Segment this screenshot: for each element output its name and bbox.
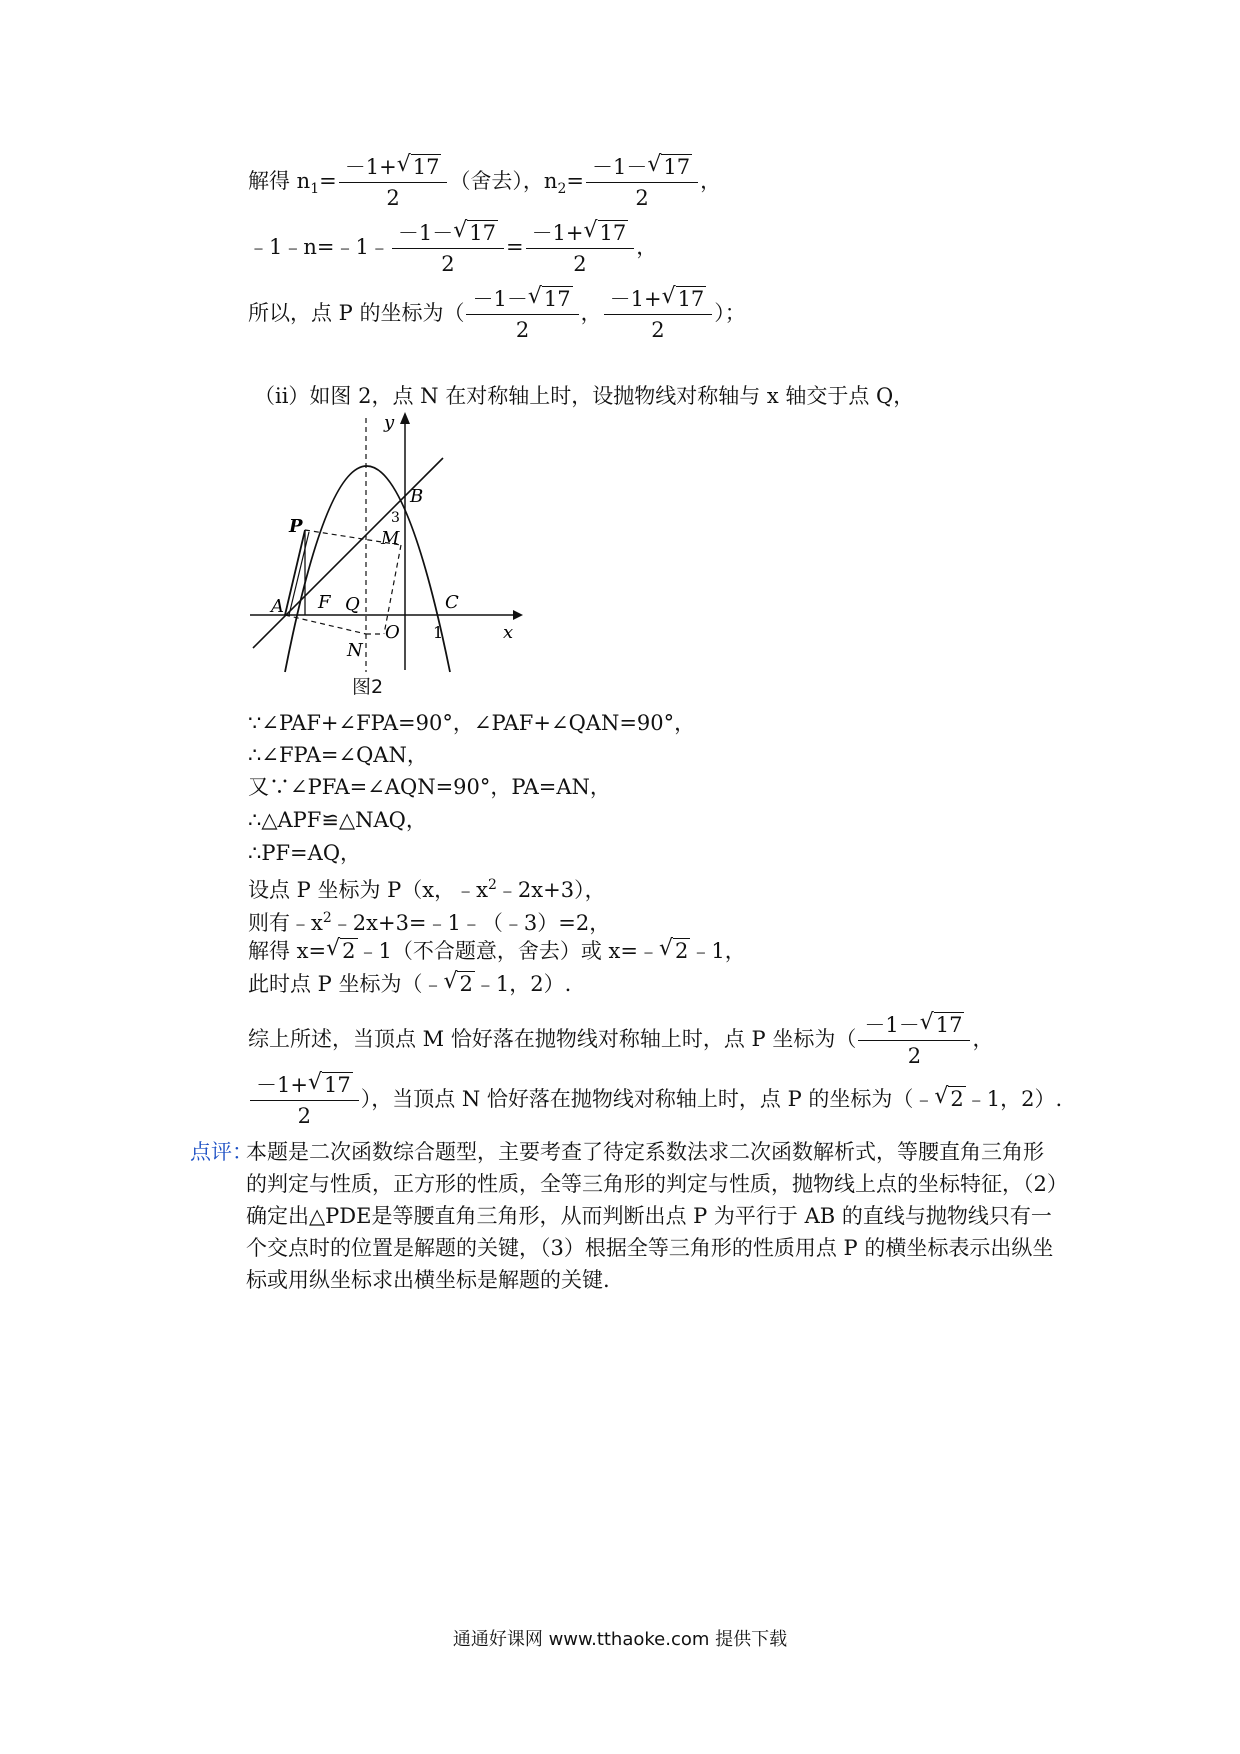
radicand: 2 [342, 939, 356, 963]
text: －1－ [397, 221, 454, 245]
text: －1+ [344, 155, 397, 179]
step-7 [248, 903, 610, 938]
denominator: 2 [515, 318, 530, 342]
label-x: x [503, 622, 514, 643]
superscript: 2 [487, 877, 497, 893]
sqrt: √ 2 [326, 936, 356, 963]
text: 则有﹣x [248, 911, 323, 935]
fraction [250, 1070, 359, 1131]
conclusion-line-2 [248, 1070, 1062, 1131]
label-1: 1 [433, 623, 444, 642]
fraction [858, 1010, 970, 1071]
label-3: 3 [391, 510, 400, 526]
denominator: 2 [635, 186, 649, 210]
radicand: 2 [950, 1087, 964, 1111]
text: ﹣1， [690, 939, 746, 963]
text: ， [636, 235, 658, 259]
segment-pa [285, 530, 305, 615]
fraction [604, 284, 713, 345]
radicand: 17 [323, 1073, 351, 1097]
text: ），当顶点 N 恰好落在抛物线对称轴上时，点 P 的坐标为（﹣ [360, 1087, 935, 1111]
text: 此时点 P 坐标为（﹣ [248, 972, 444, 996]
text: －1－ [864, 1013, 920, 1037]
text: = [505, 235, 524, 259]
label-f: F [318, 592, 331, 613]
text: －1+ [531, 221, 584, 245]
label-m: M [381, 528, 400, 549]
radicand: 17 [935, 1013, 963, 1037]
radicand: 17 [543, 287, 571, 311]
sqrt: √ 17 [396, 152, 440, 179]
text: 解得 x= [248, 939, 327, 963]
label-o: O [385, 622, 400, 643]
sqrt: √ 17 [527, 284, 571, 311]
step-1: ∵∠PAF+∠FPA=90°，∠PAF+∠QAN=90°， [248, 711, 696, 735]
step-8 [248, 936, 746, 966]
subscript: 1 [310, 181, 320, 198]
sqrt: √ 2 [443, 969, 473, 996]
comment-tag: 点评： [190, 1140, 253, 1164]
text: = [566, 169, 584, 193]
radicand: 17 [677, 287, 705, 311]
text: ， [580, 301, 602, 325]
solution-line-3 [248, 284, 746, 345]
text: －1－ [592, 155, 648, 179]
radicand: 2 [674, 939, 689, 963]
denominator: 2 [907, 1044, 922, 1068]
fraction-n1 [339, 152, 448, 213]
label-p: P [289, 516, 303, 537]
text: ﹣1，2）. [474, 972, 572, 996]
figure-caption: 图2 [352, 676, 384, 698]
case-ii-heading: （ii）如图 2，点 N 在对称轴上时，设抛物线对称轴与 x 轴交于点 Q， [254, 384, 915, 408]
text: －1+ [609, 287, 662, 311]
sqrt: √ 17 [583, 218, 627, 245]
fraction [526, 218, 635, 279]
text: ﹣2x+3=﹣1﹣（﹣3）=2， [331, 911, 611, 935]
text: （舍去），n [449, 169, 558, 193]
fraction-n2 [586, 152, 698, 213]
denominator: 2 [441, 252, 455, 276]
step-4: ∴△APF≌△NAQ， [248, 808, 427, 832]
text: ）； [714, 301, 746, 325]
sqrt: √ 2 [934, 1084, 964, 1111]
text: 解得 n [248, 169, 311, 193]
step-2: ∴∠FPA=∠QAN， [248, 743, 428, 767]
text: －1+ [256, 1073, 308, 1097]
step-6 [248, 870, 606, 905]
sqrt: √ 17 [661, 284, 705, 311]
fraction [466, 284, 578, 345]
text: ﹣1（不合题意，舍去）或 x=﹣ [357, 939, 659, 963]
radicand: 17 [412, 155, 440, 179]
sqrt: √ 17 [919, 1010, 963, 1037]
step-3: 又∵∠PFA=∠AQN=90°，PA=AN， [248, 775, 611, 799]
text: ﹣1﹣n=﹣1﹣ [248, 235, 390, 259]
radicand: 17 [663, 155, 691, 179]
conclusion-line-1 [248, 1010, 993, 1071]
text: ， [700, 169, 722, 193]
sqrt: √ 17 [453, 218, 496, 245]
comment-block [190, 1136, 1060, 1296]
label-a: A [271, 596, 284, 617]
comment-text: 本题是二次函数综合题型，主要考查了待定系数法求二次函数解析式，等腰直角三角形的判定与性质，正方形的性质，全等三角形的判定与性质，抛物线上点的坐标特征，（2）确定出△PDE是等腰直角三角形，从而判断出点 P 为平行于 AB 的直线与抛物线只有一个交点时的位置是解题的关键，（3）根据全等三角形的性质用点 P 的横坐标表示出纵坐标或用纵坐标求出横坐标是解题的关键. [246, 1140, 1058, 1292]
y-axis-arrow [400, 412, 410, 424]
label-y: y [384, 412, 395, 433]
parabola [285, 466, 450, 672]
figure-2-diagram [245, 410, 530, 675]
text: ， [972, 1027, 994, 1051]
radicand: 2 [459, 972, 473, 996]
subscript: 2 [557, 181, 567, 198]
label-c: C [445, 592, 459, 613]
denominator: 2 [297, 1104, 312, 1128]
step-5: ∴PF=AQ， [248, 841, 362, 865]
label-b: B [410, 486, 424, 507]
text: 综上所述，当顶点 M 恰好落在抛物线对称轴上时，点 P 坐标为（ [248, 1027, 857, 1051]
sqrt: √ 17 [307, 1070, 351, 1097]
radicand: 17 [469, 221, 496, 245]
text: 所以，点 P 的坐标为（ [248, 301, 465, 325]
denominator: 2 [386, 186, 400, 210]
step-9 [248, 969, 571, 999]
text: 设点 P 坐标为 P（x，﹣x [248, 878, 488, 902]
sqrt: √ 17 [647, 152, 691, 179]
footer: 通通好课网 www.tthaoke.com 提供下载 [452, 1629, 788, 1650]
radicand: 17 [599, 221, 627, 245]
fraction [392, 218, 504, 279]
label-n: N [347, 640, 363, 661]
segment-mn [384, 545, 401, 634]
denominator: 2 [573, 252, 587, 276]
denominator: 2 [651, 318, 665, 342]
text: －1－ [472, 287, 528, 311]
label-q: Q [345, 594, 360, 615]
text: = [319, 169, 337, 193]
solution-line-1 [248, 152, 721, 213]
x-axis-arrow [513, 610, 523, 620]
segment-an [285, 615, 366, 634]
text: ﹣1，2）. [965, 1087, 1063, 1111]
solution-line-2 [248, 218, 657, 279]
sqrt: √ 2 [658, 936, 689, 963]
text: ﹣2x+3）， [496, 878, 606, 902]
superscript: 2 [322, 910, 332, 926]
